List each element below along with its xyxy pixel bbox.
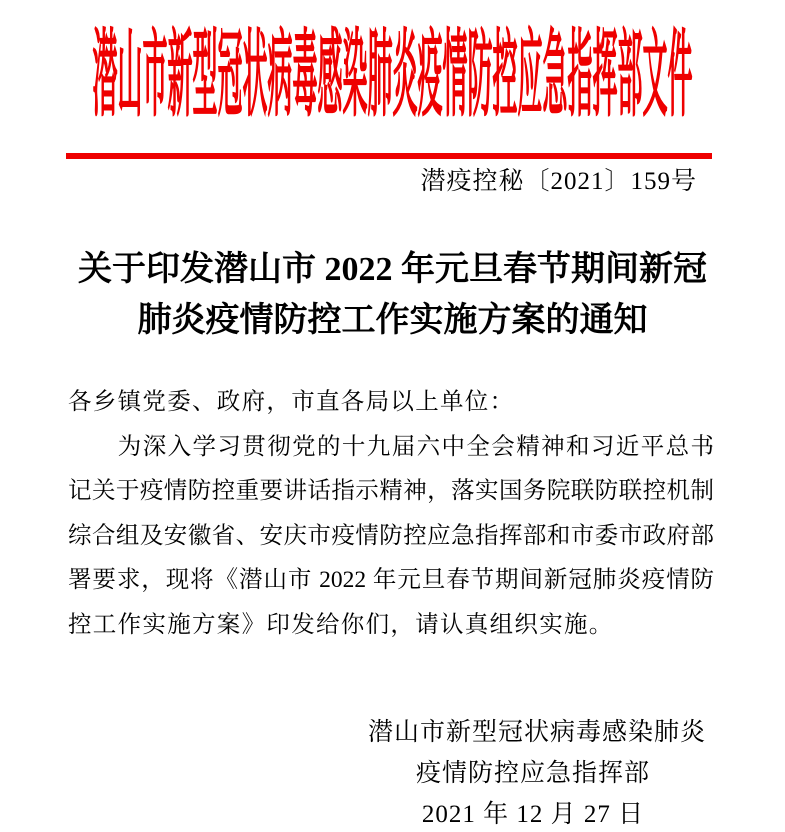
- issuing-org-banner-text: 潜山市新型冠状病毒感染肺炎疫情防控应急指挥部文件: [92, 27, 693, 130]
- salutation-line: 各乡镇党委、政府，市直各局以上单位：: [68, 389, 515, 415]
- body-paragraph-line: 署要求，现将《潜山市 2022 年元旦春节期间新冠肺炎疫情防: [68, 567, 714, 593]
- body-paragraph-line: 综合组及安徽省、安庆市疫情防控应急指挥部和市委市政府部: [68, 522, 714, 549]
- document-reference-number: 潜疫控秘〔2021〕159号: [420, 168, 697, 195]
- document-title-line1: 关于印发潜山市 2022 年元旦春节期间新冠: [78, 251, 707, 288]
- document-title: [0, 244, 785, 346]
- signature-block: [368, 712, 707, 832]
- signature-date: 2021 年 12 月 27 日: [421, 801, 645, 828]
- document-body: [68, 380, 714, 647]
- signer-org-line2: 疫情防控应急指挥部: [415, 760, 650, 787]
- document-title-line2: 肺炎疫情防控工作实施方案的通知: [137, 302, 648, 339]
- signer-org-line1: 潜山市新型冠状病毒感染肺炎: [368, 719, 707, 746]
- body-paragraph-line: 控工作实施方案》印发给你们，请认真组织实施。: [68, 611, 614, 638]
- body-paragraph-line: 记关于疫情防控重要讲话指示精神，落实国务院联防联控机制: [68, 478, 714, 504]
- red-divider-line: [66, 153, 712, 159]
- red-letterhead-banner: [0, 20, 785, 130]
- body-paragraph-line: 为深入学习贯彻党的十九届六中全会精神和习近平总书: [68, 433, 714, 460]
